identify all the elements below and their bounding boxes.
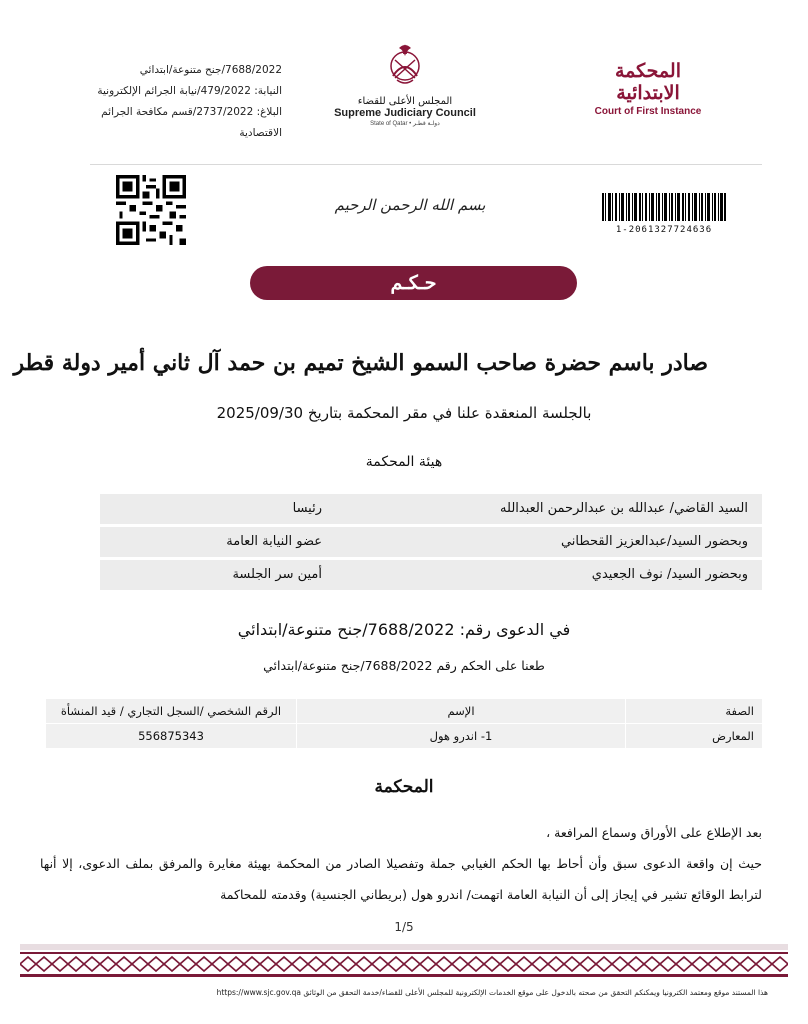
council-name-en: Supreme Judiciary Council bbox=[334, 107, 476, 119]
case-number-line: في الدعوى رقم: 7688/2022/جنح متنوعة/ابتدائي bbox=[237, 620, 571, 639]
body-paragraph: حيث إن واقعة الدعوى سبق وأن أحاط بها الحكم الغيابي جملة وتفصيلا الصادر من المحكمة بهيئة مغايرة والمرفق بملف الدعوى، إلا أنها لترابط الوقائع تشير في إيجاز إلى أن النيابة العامة اتهمت/ اندرو هول (بريطاني الجنسية) وقدمته للمحاكمة bbox=[40, 856, 762, 902]
member-name: وبحضور السيد/ نوف الجعيدي bbox=[591, 567, 748, 582]
party-capacity: المعارض bbox=[626, 724, 763, 749]
decorative-border-icon bbox=[20, 944, 788, 980]
party-name: 1- اندرو هول bbox=[297, 724, 626, 749]
case-references bbox=[97, 60, 282, 144]
page-indicator: 1/5 bbox=[394, 920, 414, 934]
verdict-heading: حـكـم bbox=[250, 266, 577, 300]
appeal-line: طعنا على الحكم رقم 7688/2022/جنح متنوعة/ابتدائي bbox=[263, 658, 545, 673]
court-name-en: Court of First Instance bbox=[594, 106, 702, 117]
column-header: الرقم الشخصي /السجل التجاري / قيد المنشأة bbox=[46, 699, 297, 724]
ref-line: النيابة: 479/2022/نيابة الجرائم الإلكترونية bbox=[97, 85, 282, 97]
qr-code-icon[interactable] bbox=[116, 175, 186, 245]
ref-line: البلاغ: 2737/2022/قسم مكافحة الجرائم bbox=[101, 106, 282, 118]
party-id-number: 556875343 bbox=[46, 724, 297, 749]
barcode-icon bbox=[602, 193, 726, 221]
member-role: أمين سر الجلسة bbox=[232, 567, 322, 582]
council-state: State of Qatar • دولـة قطـر bbox=[370, 121, 440, 127]
member-name: وبحضور السيد/عبدالعزيز القحطاني bbox=[560, 534, 748, 549]
council-name-ar: المجلس الأعلى للقضاء bbox=[357, 96, 453, 107]
column-header: الصفة bbox=[626, 699, 763, 724]
session-date-line: بالجلسة المنعقدة علنا في مقر المحكمة بتاريخ 2025/09/30 bbox=[216, 404, 592, 422]
council-logo bbox=[330, 40, 480, 127]
issued-in-name-line: صادر باسم حضرة صاحب السمو الشيخ تميم بن حمد آل ثاني أمير دولة قطر bbox=[13, 350, 708, 376]
table-row bbox=[46, 724, 763, 749]
footer-verification-note: هذا المستند موقع ومعتمد الكترونيا ويمكنكم التحقق من صحته بالدخول على موقع الخدمات الإلكترونية للمجلس الأعلى للقضاء/خدمة التحقق من الوثائق https://www.sjc.gov.qa bbox=[216, 988, 768, 997]
qatar-emblem-icon bbox=[383, 40, 427, 90]
table-header-row bbox=[46, 699, 763, 724]
barcode-number: 1-2061327724636 bbox=[615, 225, 713, 235]
judgment-body bbox=[40, 817, 762, 910]
panel-row bbox=[100, 494, 762, 524]
member-name: السيد القاضي/ عبدالله بن عبدالرحمن العبدالله bbox=[500, 501, 748, 516]
panel-row bbox=[100, 560, 762, 590]
body-paragraph: بعد الإطلاع على الأوراق وسماع المرافعة ، bbox=[546, 825, 762, 840]
parties-table bbox=[45, 698, 763, 749]
court-section-title: المحكمة bbox=[374, 777, 434, 797]
court-name-ar: المحكمة الابتدائية bbox=[615, 60, 681, 104]
member-role: عضو النيابة العامة bbox=[226, 534, 322, 549]
header-divider bbox=[90, 164, 762, 165]
member-role: رئيسا bbox=[292, 501, 322, 516]
court-panel bbox=[100, 494, 762, 593]
court-logo bbox=[588, 60, 708, 117]
panel-title: هيئة المحكمة bbox=[365, 454, 443, 470]
column-header: الإسم bbox=[297, 699, 626, 724]
panel-row bbox=[100, 527, 762, 557]
bismillah-calligraphy: بسم الله الرحمن الرحيم bbox=[334, 196, 486, 214]
ref-line: 7688/2022/جنح متنوعة/ابتدائي bbox=[139, 64, 282, 76]
ref-line: الاقتصادية bbox=[239, 127, 282, 139]
